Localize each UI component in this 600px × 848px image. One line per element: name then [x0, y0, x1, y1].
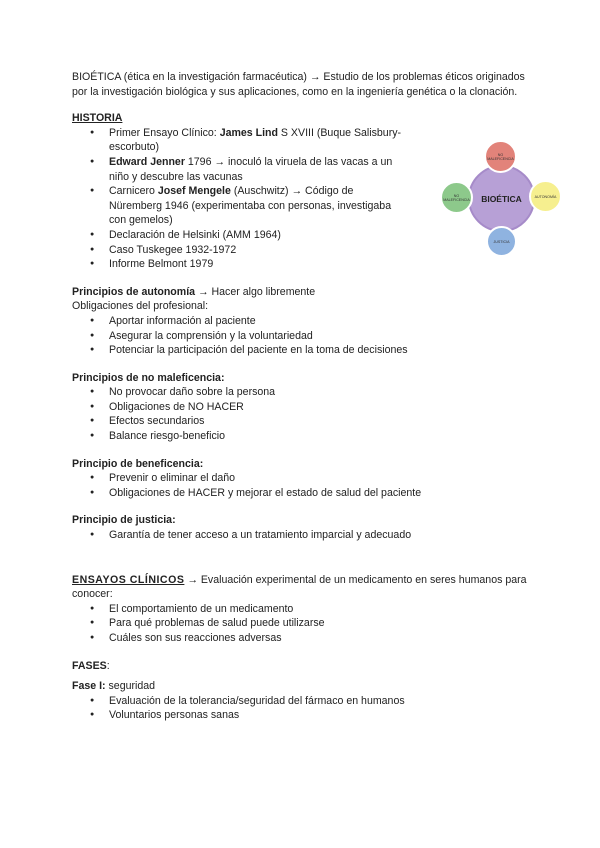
ensayos-paragraph: ENSAYOS CLÍNICOS → Evaluación experimental de un medicamento en seres humanos para conocer:: [72, 573, 527, 601]
list-item: ● Declaración de Helsinki (AMM 1964): [72, 228, 409, 243]
diagram-left-circle: NO MALEFICENCIA: [440, 181, 473, 214]
ensayos-section: [72, 573, 532, 646]
fases-heading: FASES:: [72, 659, 110, 672]
list-item: ● El comportamiento de un medicamento: [72, 602, 532, 617]
diagram-right-circle: AUTONOMÍA: [529, 180, 562, 213]
list-item: ● Informe Belmont 1979: [72, 257, 409, 272]
list-item: ● Voluntarios personas sanas: [72, 708, 532, 723]
justicia-heading: Principio de justicia:: [72, 514, 176, 527]
list-item: ● Aportar información al paciente: [72, 314, 532, 329]
no-maleficencia-section: [72, 371, 532, 444]
intro-paragraph: BIOÉTICA (ética en la investigación farmacéutica) → Estudio de los problemas éticos originados por la investigación biológica y sus aplicaciones, como en la ingeniería genética o la clonación.: [72, 71, 525, 98]
list-item: ● Carnicero Josef Mengele (Auschwitz) → Código de Nüremberg 1946 (experimentaba con personas, investigaba con gemelos): [72, 184, 409, 228]
list-item: ● Garantía de tener acceso a un tratamiento imparcial y adecuado: [72, 528, 532, 543]
list-item: ● Asegurar la comprensión y la voluntariedad: [72, 329, 532, 344]
no-maleficencia-heading: Principios de no maleficencia:: [72, 371, 225, 384]
no-maleficencia-list: [72, 385, 532, 443]
autonomia-subtitle: Obligaciones del profesional:: [72, 300, 209, 313]
ensayos-list: [72, 602, 532, 646]
list-item: ● Potenciar la participación del paciente en la toma de decisiones: [72, 343, 532, 358]
fases-list: [72, 694, 532, 723]
list-item: ● Primer Ensayo Clínico: James Lind S XVIII (Buque Salisbury-escorbuto): [72, 126, 409, 155]
autonomia-heading: Principios de autonomía → Hacer algo libremente: [72, 285, 316, 298]
beneficencia-list: [72, 471, 532, 500]
historia-heading: HISTORIA: [72, 112, 123, 125]
list-item: ● Efectos secundarios: [72, 414, 532, 429]
list-item: ● Para qué problemas de salud puede utilizarse: [72, 616, 532, 631]
bioetica-diagram: [440, 140, 565, 260]
list-item: ● Edward Jenner 1796 → inoculó la viruela de las vacas a un niño y descubre las vacunas: [72, 155, 409, 184]
list-item: ● Balance riesgo-beneficio: [72, 429, 532, 444]
beneficencia-heading: Principio de beneficencia:: [72, 457, 204, 470]
list-item: ● No provocar daño sobre la persona: [72, 385, 532, 400]
list-item: ● Evaluación de la tolerancia/seguridad del fármaco en humanos: [72, 694, 532, 709]
justicia-section: [72, 513, 532, 542]
list-item: ● Obligaciones de HACER y mejorar el estado de salud del paciente: [72, 486, 532, 501]
list-item: ● Obligaciones de NO HACER: [72, 400, 532, 415]
list-item: ● Caso Tuskegee 1932-1972: [72, 243, 409, 258]
fases-section: [72, 659, 532, 723]
diagram-bottom-circle: JUSTICIA: [486, 226, 517, 257]
justicia-list: [72, 528, 532, 543]
list-item: ● Cuáles son sus reacciones adversas: [72, 631, 532, 646]
fase1-heading: Fase I: seguridad: [72, 680, 156, 693]
beneficencia-section: [72, 457, 532, 501]
autonomia-section: [72, 285, 532, 358]
autonomia-list: [72, 314, 532, 358]
diagram-top-circle: NO MALEFICENCIA: [484, 140, 517, 173]
diagram-center-circle: BIOÉTICA: [468, 165, 535, 232]
ensayos-heading: ENSAYOS CLÍNICOS: [72, 573, 185, 586]
list-item: ● Prevenir o eliminar el daño: [72, 471, 532, 486]
